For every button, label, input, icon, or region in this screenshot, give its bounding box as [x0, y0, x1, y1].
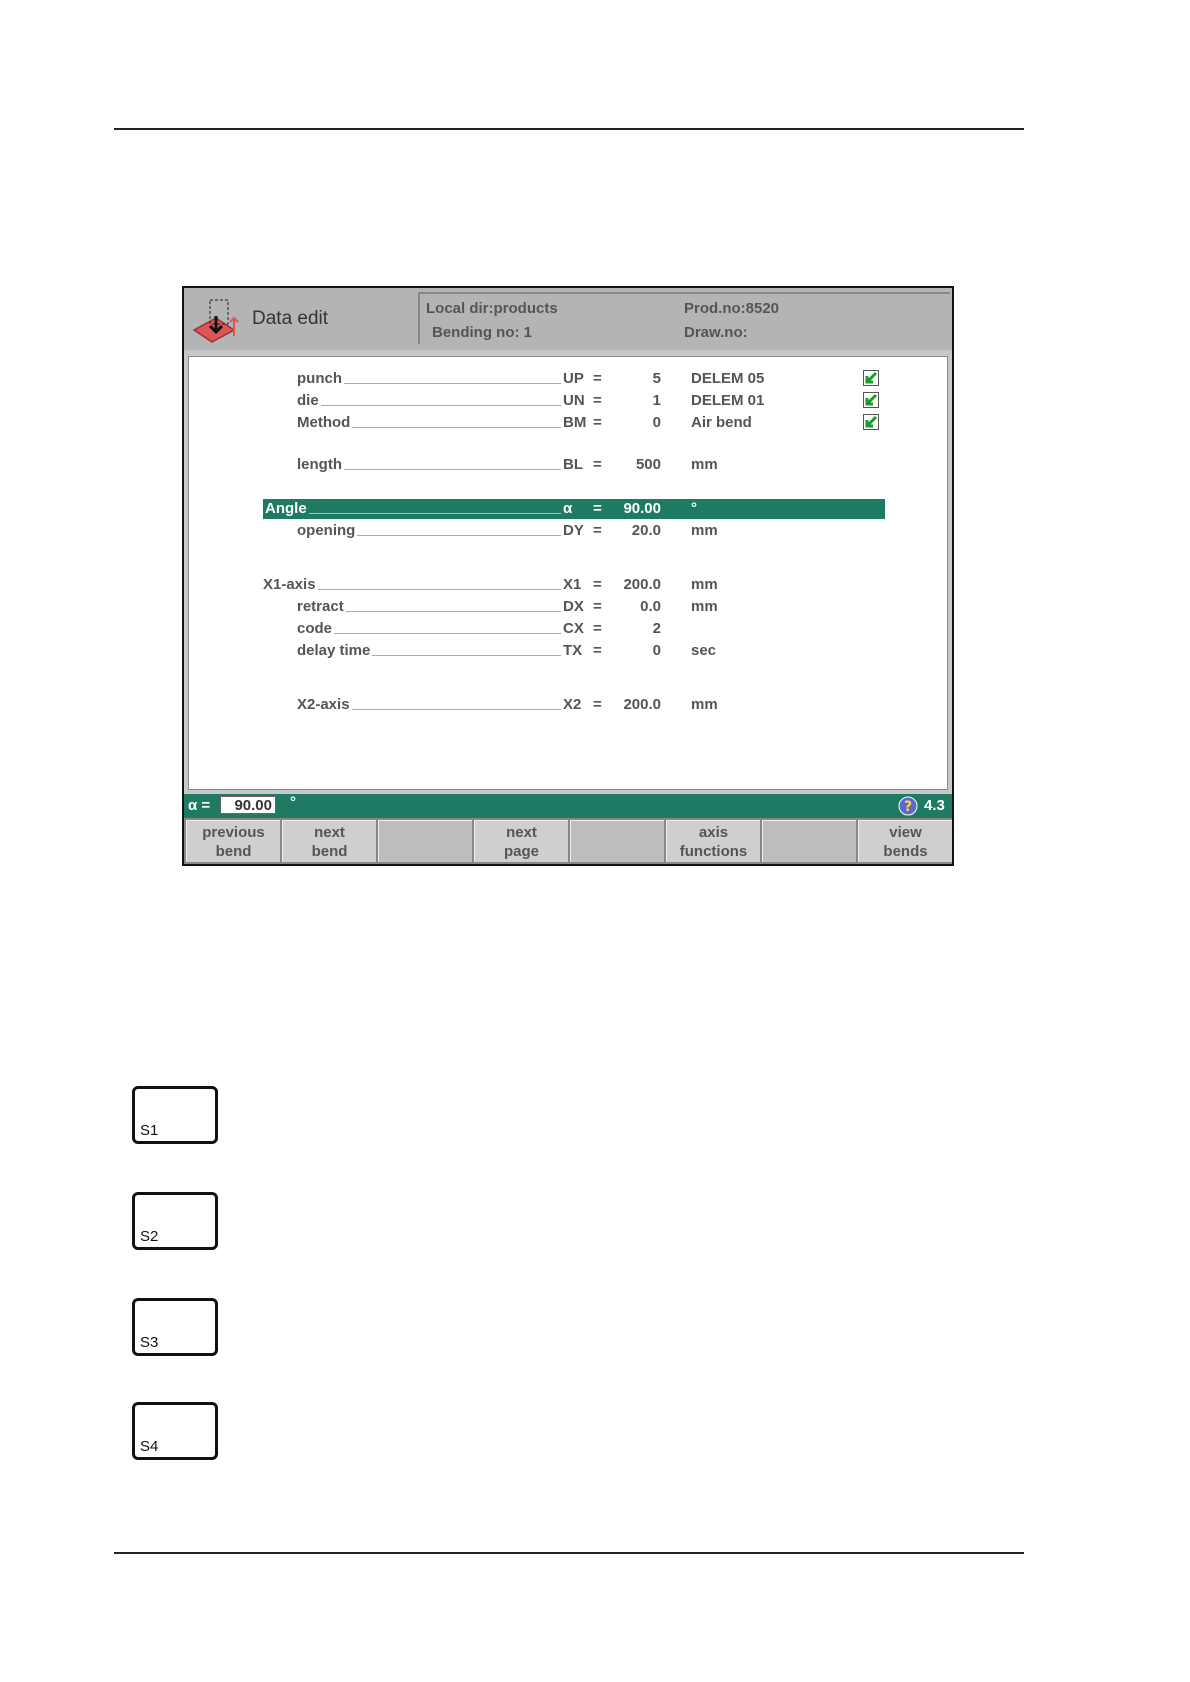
- param-info: Air bend: [691, 414, 752, 431]
- param-label: X2-axis: [297, 696, 350, 713]
- param-value[interactable]: 200.0: [623, 576, 661, 593]
- param-row-tx[interactable]: [189, 641, 949, 661]
- param-code: CX: [563, 620, 584, 637]
- param-label: Angle: [265, 500, 307, 517]
- leader-line: [309, 513, 561, 514]
- param-equals: =: [593, 500, 602, 517]
- input-unit: °: [290, 794, 296, 811]
- param-row-x1[interactable]: [189, 575, 949, 595]
- param-label: delay time: [297, 642, 371, 659]
- param-equals: =: [593, 642, 602, 659]
- softkey-s3-symbol: [132, 1298, 218, 1356]
- input-prefix: α =: [188, 797, 211, 814]
- softkey-axis-functions[interactable]: [666, 820, 760, 862]
- param-row-x2[interactable]: [189, 695, 949, 715]
- param-equals: =: [593, 696, 602, 713]
- param-value[interactable]: 20.0: [631, 522, 661, 539]
- param-info: DELEM 05: [691, 370, 765, 387]
- param-value[interactable]: 0.0: [640, 598, 661, 615]
- param-value[interactable]: 5: [652, 370, 661, 387]
- leader-line: [357, 535, 561, 536]
- confirm-icon[interactable]: [863, 392, 879, 408]
- param-equals: =: [593, 392, 602, 409]
- softkey-s4-symbol: [132, 1402, 218, 1460]
- param-row-bm[interactable]: [189, 413, 949, 433]
- param-value[interactable]: 0: [652, 414, 661, 431]
- param-label: code: [297, 620, 333, 637]
- status-bar: [184, 794, 952, 818]
- param-row-cx[interactable]: [189, 619, 949, 639]
- param-info: °: [691, 500, 697, 517]
- param-value[interactable]: 2: [652, 620, 661, 637]
- softkey-line2: page: [503, 843, 539, 860]
- data-edit-icon: [190, 296, 242, 346]
- softkey-empty[interactable]: [570, 820, 664, 862]
- softkey-next-bend[interactable]: [282, 820, 376, 862]
- param-equals: =: [593, 598, 602, 615]
- softkey-line1: previous: [202, 824, 265, 841]
- top-rule: [114, 128, 1024, 130]
- param-label: punch: [297, 370, 342, 387]
- softkey-line1: next: [506, 824, 537, 841]
- param-row-up[interactable]: [189, 369, 949, 389]
- param-equals: =: [593, 522, 602, 539]
- param-code: DY: [563, 522, 584, 539]
- softkey-line2: bends: [883, 843, 928, 860]
- param-row-dx[interactable]: [189, 597, 949, 617]
- control-screenshot: [182, 286, 954, 866]
- param-code: DX: [563, 598, 584, 615]
- param-code: X2: [563, 696, 582, 713]
- title-bar: [184, 288, 952, 350]
- leader-line: [344, 383, 561, 384]
- param-label: length: [297, 456, 342, 473]
- softkey-s2-symbol: [132, 1192, 218, 1250]
- softkey-empty[interactable]: [762, 820, 856, 862]
- bending-no: Bending no: 1: [432, 324, 532, 341]
- product-info: [418, 292, 950, 344]
- param-row-dy[interactable]: [189, 521, 949, 541]
- softkey-empty[interactable]: [378, 820, 472, 862]
- local-dir: Local dir:products: [426, 300, 558, 317]
- softkey-previous-bend[interactable]: [186, 820, 280, 862]
- param-info: mm: [691, 576, 718, 593]
- param-row-un[interactable]: [189, 391, 949, 411]
- softkey-line1: view: [889, 824, 922, 841]
- param-equals: =: [593, 456, 602, 473]
- help-icon[interactable]: [898, 796, 918, 816]
- param-code: BL: [563, 456, 583, 473]
- param-info: DELEM 01: [691, 392, 765, 409]
- param-code: BM: [563, 414, 587, 431]
- param-label: die: [297, 392, 319, 409]
- param-label: opening: [297, 522, 356, 539]
- softkey-line1: next: [314, 824, 345, 841]
- leader-line: [372, 655, 561, 656]
- param-equals: =: [593, 370, 602, 387]
- param-equals: =: [593, 620, 602, 637]
- bottom-rule: [114, 1552, 1024, 1554]
- key-label: S1: [140, 1122, 159, 1139]
- param-row-angle[interactable]: [263, 499, 885, 519]
- param-info: mm: [691, 598, 718, 615]
- param-code: TX: [563, 642, 583, 659]
- leader-line: [318, 589, 561, 590]
- param-value[interactable]: 0: [652, 642, 661, 659]
- prod-no: Prod.no:8520: [684, 300, 780, 317]
- param-value[interactable]: 1: [652, 392, 661, 409]
- softkey-s1-symbol: [132, 1086, 218, 1144]
- softkey-view-bends[interactable]: [858, 820, 952, 862]
- softkey-line2: bend: [215, 843, 252, 860]
- leader-line: [352, 709, 561, 710]
- param-label: retract: [297, 598, 344, 615]
- softkey-bar: [184, 818, 952, 864]
- leader-line: [352, 427, 561, 428]
- leader-line: [346, 611, 561, 612]
- param-info: mm: [691, 456, 718, 473]
- confirm-icon[interactable]: [863, 370, 879, 386]
- confirm-icon[interactable]: [863, 414, 879, 430]
- param-row-bl[interactable]: [189, 455, 949, 475]
- softkey-next-page[interactable]: [474, 820, 568, 862]
- param-code: UN: [563, 392, 585, 409]
- leader-line: [321, 405, 561, 406]
- param-label: X1-axis: [263, 576, 316, 593]
- param-equals: =: [593, 414, 602, 431]
- param-info: mm: [691, 696, 718, 713]
- param-equals: =: [593, 576, 602, 593]
- app-title: Data edit: [252, 308, 329, 329]
- param-info: sec: [691, 642, 717, 659]
- key-label: S3: [140, 1334, 159, 1351]
- param-code: α: [563, 500, 573, 517]
- param-code: X1: [563, 576, 582, 593]
- param-value[interactable]: 90.00: [623, 500, 661, 517]
- leader-line: [334, 633, 561, 634]
- param-value[interactable]: 200.0: [623, 696, 661, 713]
- svg-text:?: ?: [903, 799, 913, 815]
- param-value[interactable]: 500: [635, 456, 661, 473]
- value-input[interactable]: 90.00: [220, 796, 276, 814]
- key-label: S4: [140, 1438, 159, 1455]
- draw-no: Draw.no:: [684, 324, 748, 341]
- param-info: mm: [691, 522, 718, 539]
- softkey-line2: bend: [311, 843, 348, 860]
- key-label: S2: [140, 1228, 159, 1245]
- softkey-line2: functions: [679, 843, 748, 860]
- param-code: UP: [563, 370, 584, 387]
- parameter-panel: [188, 356, 948, 790]
- leader-line: [344, 469, 561, 470]
- softkey-line1: axis: [698, 824, 729, 841]
- param-label: Method: [297, 414, 351, 431]
- version-label: 4.3: [924, 797, 945, 814]
